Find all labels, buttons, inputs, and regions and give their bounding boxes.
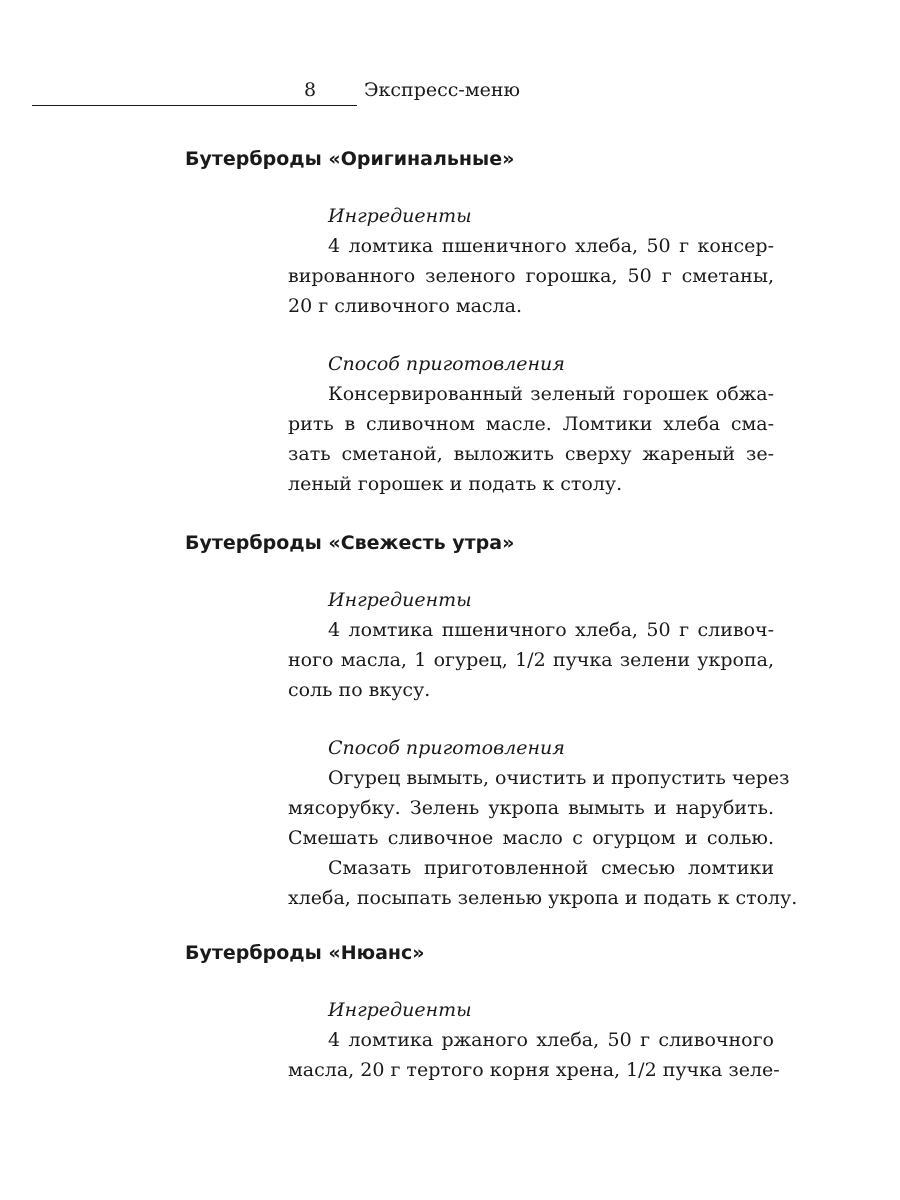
text-line: 4 ломтика пшеничного хлеба, 50 г консер-: [328, 235, 774, 257]
method-heading: Способ приготовления: [328, 353, 565, 375]
recipe-title: Бутерброды «Нюанс»: [185, 942, 425, 964]
recipe-title: Бутерброды «Свежесть утра»: [185, 532, 515, 554]
ingredients-text: [288, 615, 774, 705]
text-line: масла, 20 г тертого корня хрена, 1/2 пучка зеле-: [288, 1059, 780, 1081]
text-line: Огурец вымыть, очистить и пропустить через: [328, 767, 790, 789]
text-line: ного масла, 1 огурец, 1/2 пучка зелени укропа,: [288, 649, 774, 671]
ingredients-heading: Ингредиенты: [328, 589, 472, 611]
text-line: 20 г сливочного масла.: [288, 295, 523, 317]
text-line: Смешать сливочное масло с огурцом и солью.: [288, 827, 774, 849]
text-line: Смазать приготовленной смесью ломтики: [328, 857, 774, 879]
text-line: Консервированный зеленый горошек обжа-: [328, 383, 774, 405]
ingredients-text: [288, 231, 774, 321]
running-head: [32, 78, 521, 110]
text-line: соль по вкусу.: [288, 679, 431, 701]
ingredients-heading: Ингредиенты: [328, 205, 472, 227]
text-line: зать сметаной, выложить сверху жареный зе-: [288, 443, 774, 465]
page-number: 8: [304, 79, 317, 101]
header-rule: [32, 105, 357, 106]
ingredients-text: [288, 1025, 780, 1085]
text-line: леный горошек и подать к столу.: [288, 473, 623, 495]
method-text: [288, 379, 774, 499]
text-line: 4 ломтика ржаного хлеба, 50 г сливочного: [328, 1029, 774, 1051]
ingredients-heading: Ингредиенты: [328, 999, 472, 1021]
text-line: 4 ломтика пшеничного хлеба, 50 г сливоч-: [328, 619, 774, 641]
text-line: мясорубку. Зелень укропа вымыть и нарубить.: [288, 797, 774, 819]
book-title: Экспресс-меню: [364, 79, 521, 101]
recipe-title: Бутерброды «Оригинальные»: [185, 148, 515, 170]
text-line: рить в сливочном масле. Ломтики хлеба сма-: [288, 413, 774, 435]
text-line: вированного зеленого горошка, 50 г сметаны,: [288, 265, 774, 287]
method-heading: Способ приготовления: [328, 737, 565, 759]
text-line: хлеба, посыпать зеленью укропа и подать к столу.: [288, 887, 798, 909]
method-text: [288, 763, 798, 913]
